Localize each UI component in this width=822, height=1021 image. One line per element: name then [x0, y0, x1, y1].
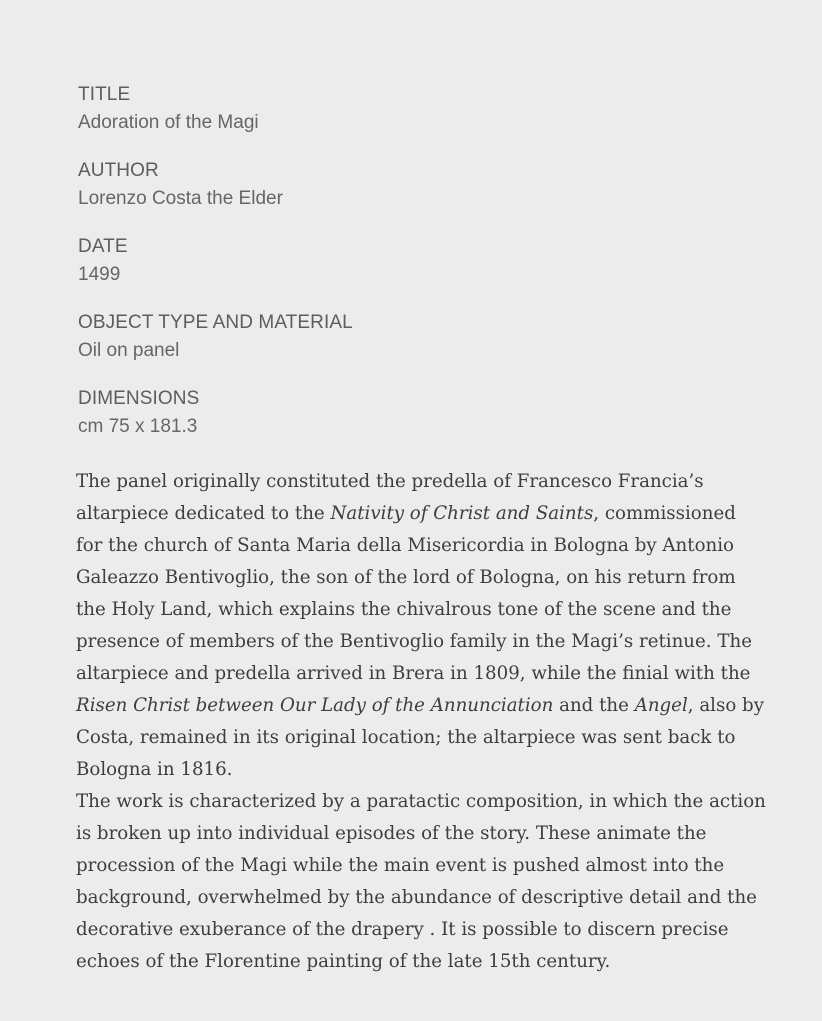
description-paragraph-1: [76, 466, 766, 786]
material-label: OBJECT TYPE AND MATERIAL: [78, 312, 353, 333]
artwork-details: [78, 82, 778, 462]
author-label: AUTHOR: [78, 160, 159, 181]
author-value: Lorenzo Costa the Elder: [78, 188, 283, 209]
date-value: 1499: [78, 264, 121, 285]
title-field: [78, 82, 778, 158]
material-field: [78, 310, 778, 386]
author-field: [78, 158, 778, 234]
description-text-segment: , commissioned for the church of Santa Maria della Misericordia in Bologna by Antonio Galeazzo Bentivoglio, the son of the lord of Bologna, on his return from the Holy Land, which explains the chivalrous tone of the scene and the presence of members of the Bentivoglio family in the Magi’s retinue. The altarpiece and predella arrived in Brera in 1809, while the finial with the: [76, 503, 752, 684]
date-label: DATE: [78, 236, 128, 257]
description-text-segment: , also by Costa, remained in its original location; the altarpiece was sent back to Bologna in 1816.: [76, 695, 764, 780]
dimensions-field: [78, 386, 778, 462]
dimensions-value: cm 75 x 181.3: [78, 416, 198, 437]
dimensions-label: DIMENSIONS: [78, 388, 200, 409]
description-paragraph-2: The work is characterized by a paratactic composition, in which the action is broken up into individual episodes of the story. These animate the procession of the Magi while the main event is pushed almost into the background, overwhelmed by the abundance of descriptive detail and the decorative exuberance of the drapery . It is possible to discern precise echoes of the Florentine painting of the late 15th century.: [76, 791, 766, 972]
material-value: Oil on panel: [78, 340, 180, 361]
description-text-segment: The panel originally constituted the predella of Francesco Francia’s altarpiece dedicated to the: [76, 471, 704, 524]
artwork-title-italic: Risen Christ between Our Lady of the Annunciation: [76, 695, 554, 716]
date-field: [78, 234, 778, 310]
description-text-segment: and the: [553, 695, 635, 716]
title-label: TITLE: [78, 84, 131, 105]
artwork-title-italic: Nativity of Christ and Saints: [330, 503, 594, 524]
title-value: Adoration of the Magi: [78, 112, 259, 133]
artwork-title-italic: Angel: [634, 695, 688, 716]
artwork-description: [76, 466, 766, 978]
